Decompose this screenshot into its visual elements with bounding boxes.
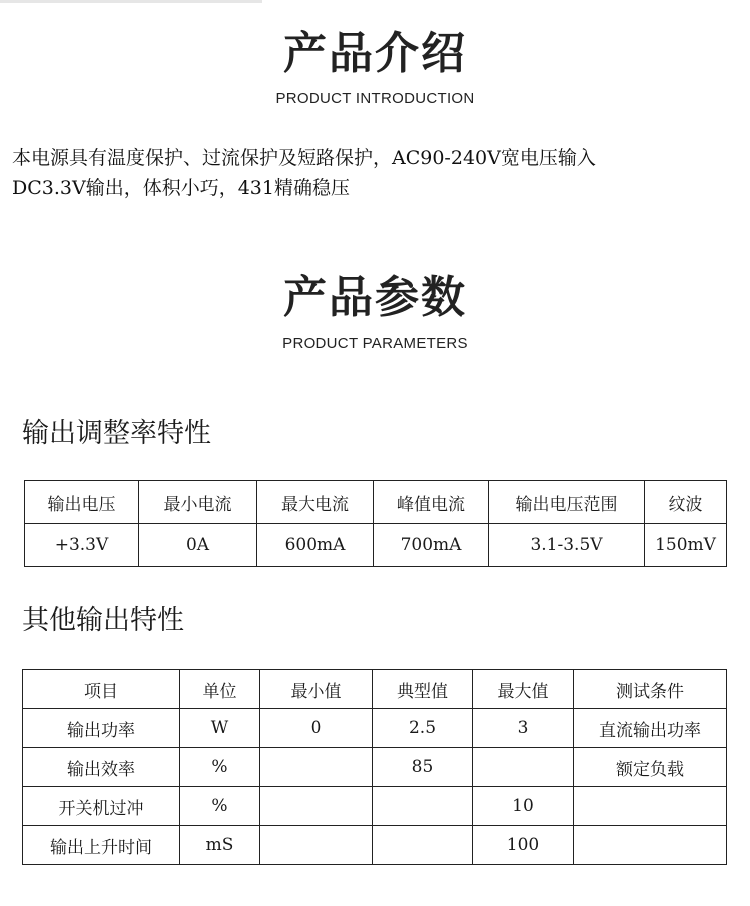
table-cell [260,826,373,865]
table-row [23,748,727,787]
table-cell: 3.1-3.5V [489,524,645,567]
table-cell [260,787,373,826]
table-cell: % [180,748,260,787]
table-cell: 700mA [374,524,489,567]
table-cell [473,748,574,787]
intro-title: 产品介绍 [283,28,467,79]
header-cell: 测试条件 [574,670,727,709]
other-output-heading: 其他输出特性 [22,605,184,636]
table-cell: 额定负载 [574,748,727,787]
table-cell: 2.5 [373,709,473,748]
intro-text [12,143,744,203]
header-cell: 项目 [23,670,180,709]
table-row [23,709,727,748]
table-cell: 85 [373,748,473,787]
table-cell [574,826,727,865]
table-cell: 0A [139,524,257,567]
table-cell: +3.3V [25,524,139,567]
table-cell [260,748,373,787]
table-cell: W [180,709,260,748]
table-cell: 开关机过冲 [23,787,180,826]
table-header-row [25,481,727,524]
header-cell: 典型值 [373,670,473,709]
header-cell: 峰值电流 [374,481,489,524]
table-cell: 输出效率 [23,748,180,787]
intro-line-1: 本电源具有温度保护、过流保护及短路保护，AC90-240V宽电压输入 [12,147,596,169]
regulation-heading: 输出调整率特性 [22,418,211,449]
params-subtitle: PRODUCT PARAMETERS [282,335,468,352]
table-row [25,524,727,567]
regulation-table [24,480,727,567]
table-cell: mS [180,826,260,865]
header-cell: 最小电流 [139,481,257,524]
intro-subtitle: PRODUCT INTRODUCTION [275,90,475,107]
intro-line-2: DC3.3V输出，体积小巧，431精确稳压 [12,177,350,199]
table-cell: 输出上升时间 [23,826,180,865]
table-cell: 0 [260,709,373,748]
table-cell: % [180,787,260,826]
header-cell: 最小值 [260,670,373,709]
header-cell: 输出电压 [25,481,139,524]
header-cell: 最大值 [473,670,574,709]
params-title: 产品参数 [283,272,467,323]
table-cell: 150mV [645,524,727,567]
top-divider [0,0,262,3]
table-cell: 直流输出功率 [574,709,727,748]
header-cell: 单位 [180,670,260,709]
table-cell [373,826,473,865]
table-cell [373,787,473,826]
header-cell: 最大电流 [257,481,374,524]
table-cell: 3 [473,709,574,748]
table-row [23,787,727,826]
header-cell: 纹波 [645,481,727,524]
table-cell: 输出功率 [23,709,180,748]
table-header-row [23,670,727,709]
table-row [23,826,727,865]
table-cell: 10 [473,787,574,826]
table-cell: 100 [473,826,574,865]
table-cell: 600mA [257,524,374,567]
header-cell: 输出电压范围 [489,481,645,524]
other-output-table [22,669,727,865]
table-cell [574,787,727,826]
